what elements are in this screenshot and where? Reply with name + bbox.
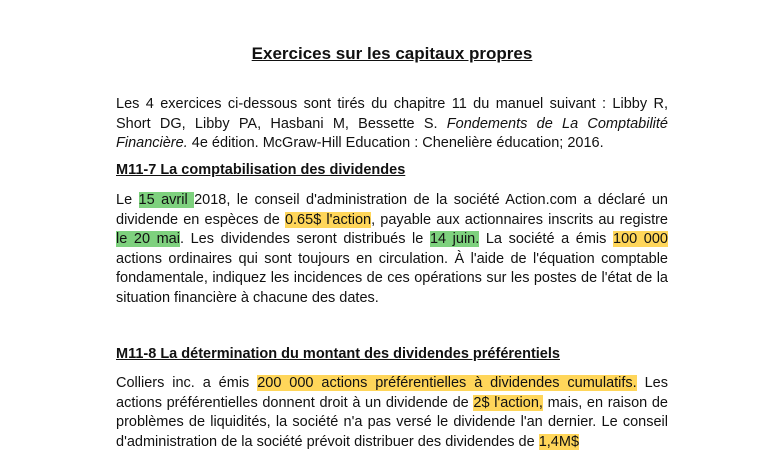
highlight-date: 15 avril	[138, 192, 195, 208]
section-heading-m11-7: M11-7 La comptabilisation des dividendes	[116, 162, 406, 178]
text: . Les dividendes seront distribués le	[179, 231, 430, 248]
book-title: Fondements de La Comptabilité Financière.	[116, 115, 668, 152]
text: Le	[116, 192, 139, 208]
highlight-amount: 200 000 actions préférentielles à dividendes cumulatifs.	[257, 375, 637, 391]
highlight-amount: 1,4M$	[538, 433, 580, 450]
page-title: Exercices sur les capitaux propres	[251, 44, 533, 63]
highlight-date: le 20 mai	[116, 231, 180, 248]
intro-paragraph	[116, 95, 668, 154]
section-heading-m11-8: M11-8 La détermination du montant des dividendes préférentiels	[116, 346, 560, 362]
highlight-amount: 100 000	[613, 231, 668, 248]
highlight-amount: 0.65$ l'action	[284, 211, 372, 228]
text: actions ordinaires qui sont toujours en circulation. À l'aide de l'équation comptable fondamentale, indiquez les incidences de ces opérations sur les postes de l'état de la situation financière à chacune des dates.	[116, 250, 668, 306]
intro-text: Les 4 exercices ci-dessous sont tirés du chapitre 11 du manuel suivant : Libby R, Short DG, Libby PA, Hasbani M, Bessette S.	[116, 96, 668, 132]
intro-text-end: 4e édition. McGraw-Hill Education : Chenelière éducation; 2016.	[187, 135, 604, 152]
section-paragraph-m11-8	[116, 374, 668, 452]
text: , payable aux actionnaires inscrits au registre	[371, 211, 668, 228]
text: La société a émis	[479, 231, 613, 248]
text: Les actions préférentielles donnent droit à un dividende de	[116, 375, 668, 411]
text: mais, en raison de problèmes de liquidités, la société n'a pas versé le dividende l'an dernier. Le conseil d'administration de la société prévoit distribuer des dividendes de	[116, 394, 668, 450]
highlight-date: 14 juin.	[429, 231, 480, 248]
text: Colliers inc. a émis	[116, 375, 258, 391]
section-paragraph-m11-7	[116, 191, 668, 309]
highlight-amount: 2$ l'action,	[473, 394, 543, 411]
text: 2018, le conseil d'administration de la société Action.com a déclaré un dividende en espèces de	[116, 192, 668, 228]
